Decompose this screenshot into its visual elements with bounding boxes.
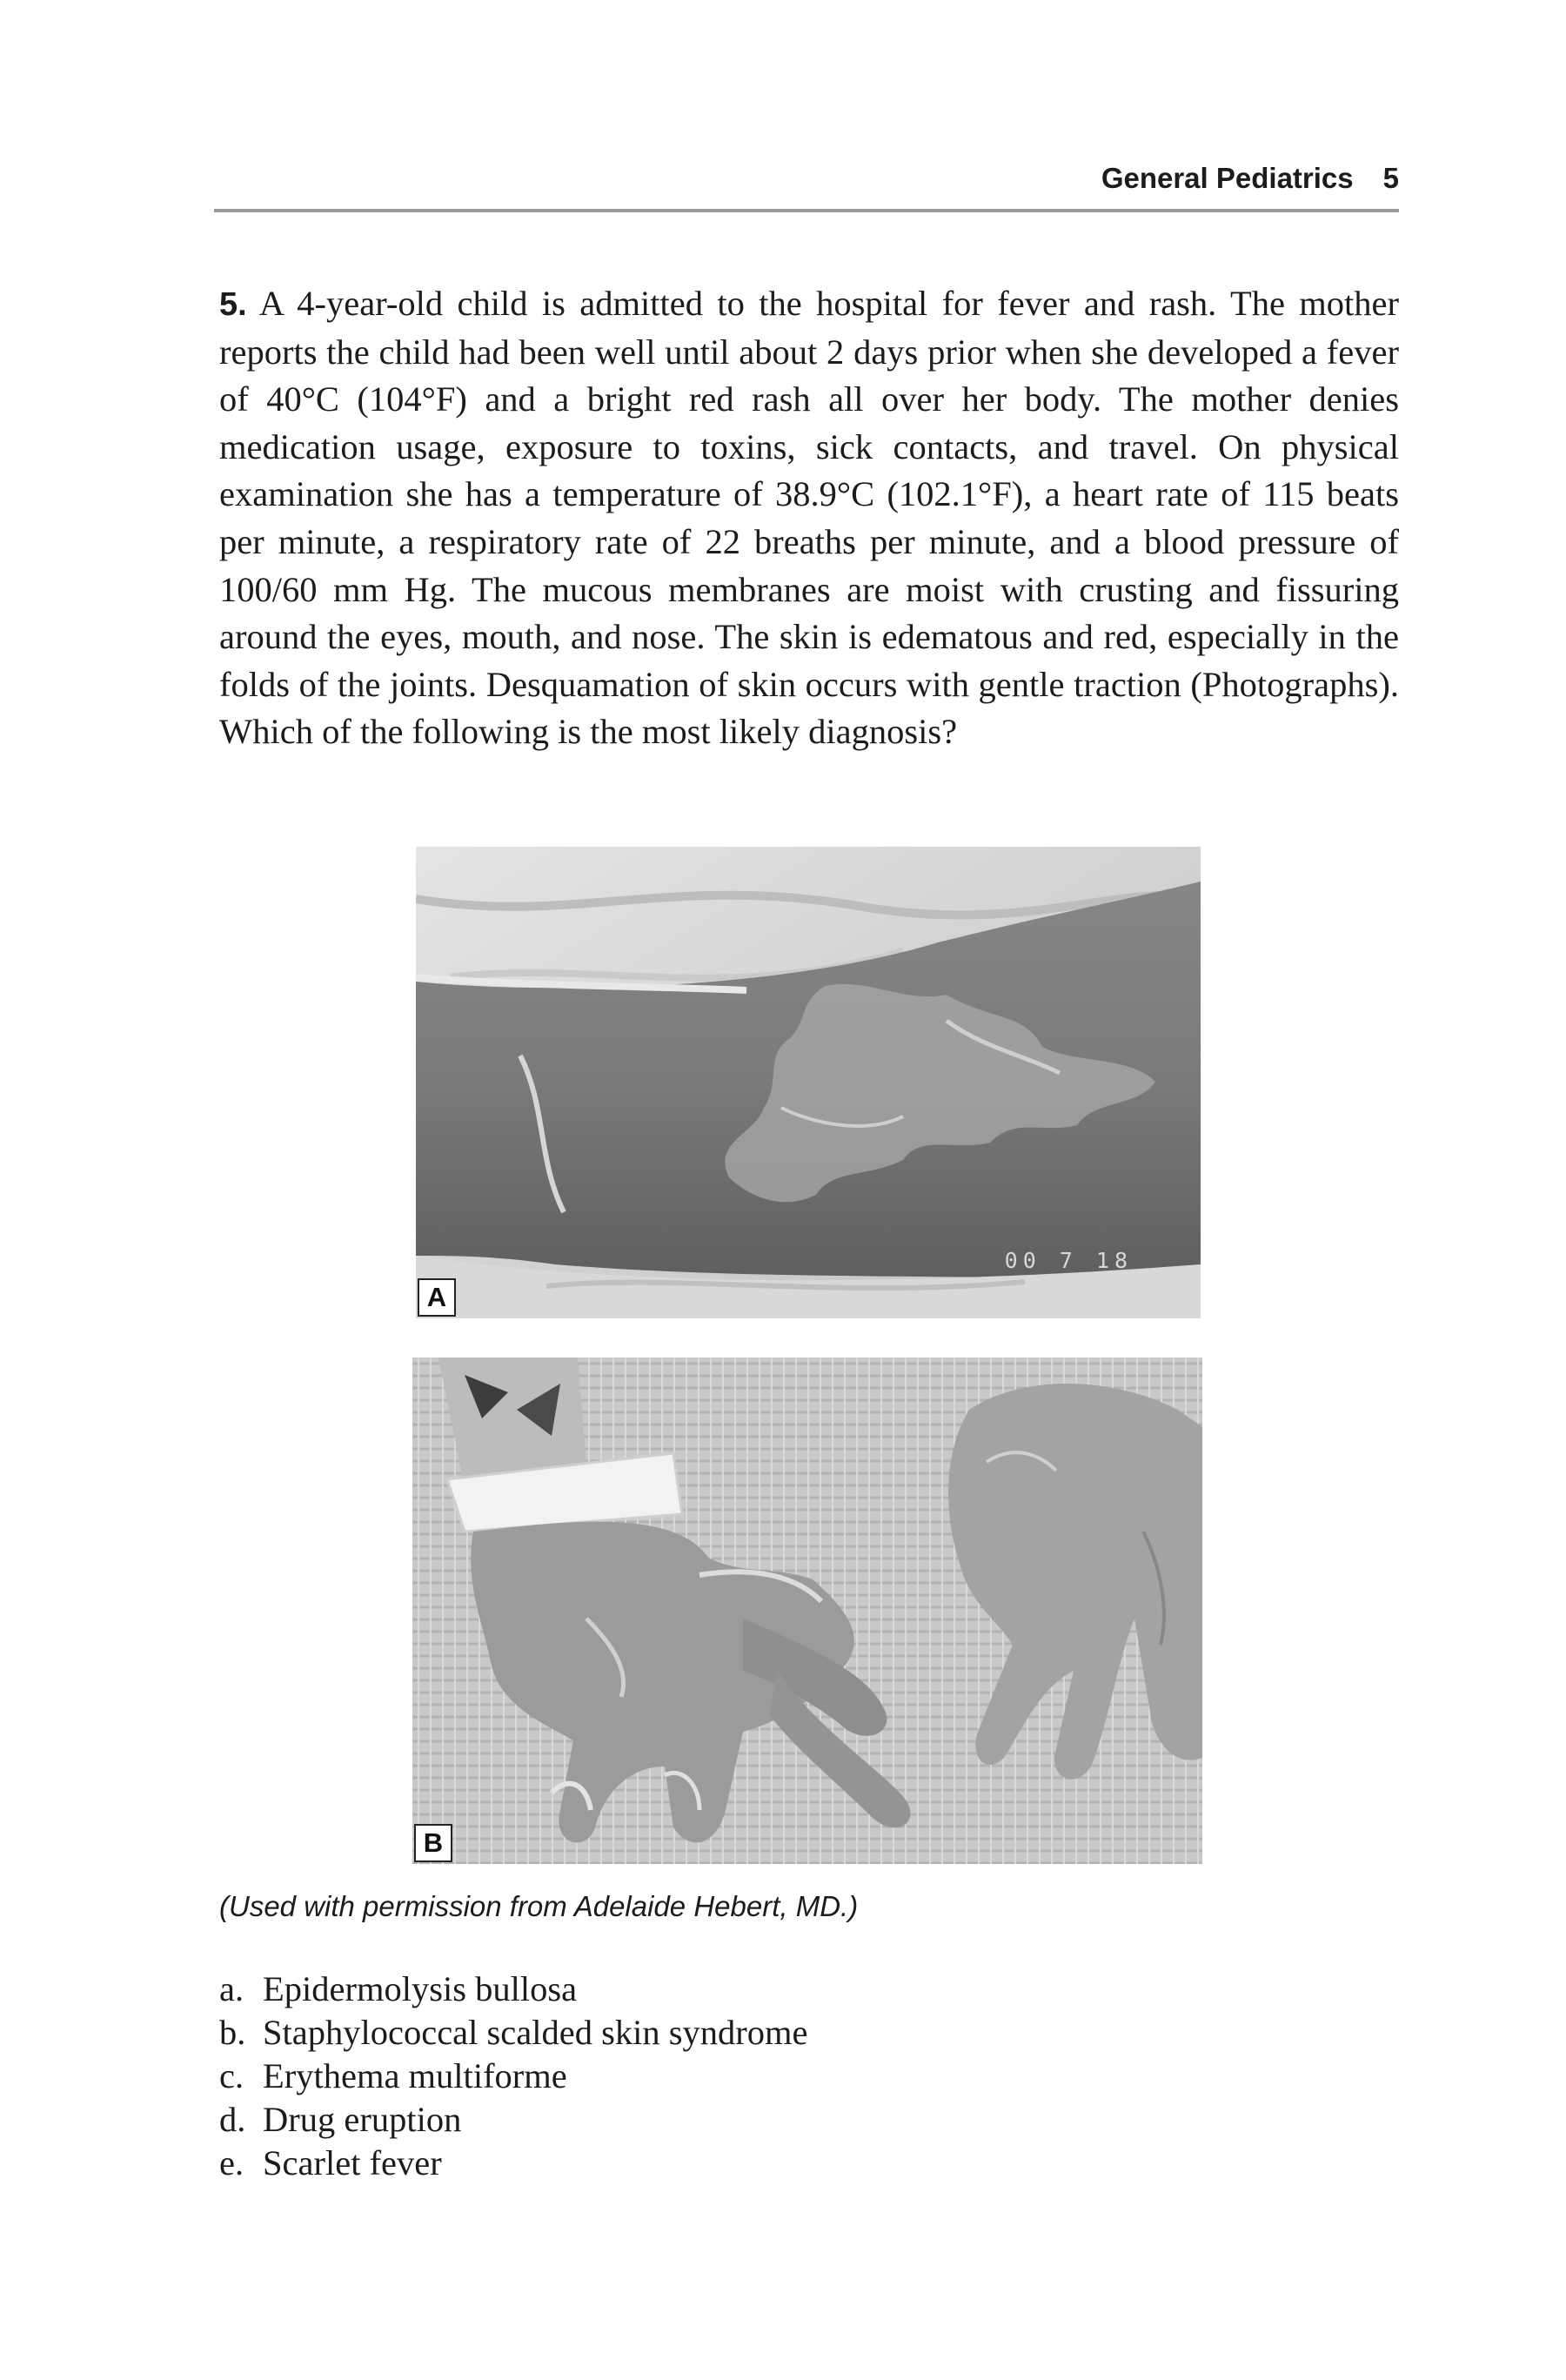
option-text: Drug eruption	[263, 2100, 462, 2139]
answer-options	[219, 1968, 807, 2185]
panel-label-a: A	[418, 1278, 456, 1317]
answer-option	[219, 2098, 807, 2142]
panel-label-b: B	[414, 1824, 452, 1862]
photo-date-stamp: 00 7 18	[1004, 1248, 1133, 1273]
running-head	[214, 162, 1399, 207]
option-letter: b.	[219, 2013, 246, 2052]
section-title: General Pediatrics	[1101, 162, 1354, 194]
answer-option	[219, 2142, 807, 2185]
question-number: 5.	[219, 286, 247, 323]
question-stem: A 4-year-old child is admitted to the hospital for fever and rash. The mother reports the child had been well until about 2 days prior when she developed a fever of 40°C (104°F) and a bright red rash all over her body. The mother denies medication usage, exposure to toxins, sick contacts, and travel. On physical examination she has a temperature of 38.9°C (102.1°F), a heart rate of 115 beats per minute, a respiratory rate of 22 breaths per minute, and a blood pressure of 100/60 mm Hg. The mucous membranes are moist with crusting and fissuring around the eyes, mouth, and nose. The skin is edematous and red, especially in the folds of the joints. Desquamation of skin occurs with gentle traction (Photographs). Which of the following is the most likely diagnosis?	[219, 284, 1400, 752]
option-letter: c.	[219, 2056, 244, 2095]
figure-caption: (Used with permission from Adelaide Hebert, MD.)	[219, 1890, 859, 1922]
option-text: Erythema multiforme	[263, 2056, 567, 2095]
option-text: Staphylococcal scalded skin syndrome	[263, 2013, 808, 2052]
header-rule	[214, 209, 1399, 212]
page-number: 5	[1382, 162, 1399, 194]
option-letter: d.	[219, 2100, 246, 2139]
photo-b-hands-desquamation	[412, 1358, 1202, 1864]
answer-option	[219, 2011, 807, 2055]
answer-option	[219, 1968, 807, 2011]
option-letter: a.	[219, 1969, 244, 2008]
answer-option	[219, 2055, 807, 2098]
option-text: Epidermolysis bullosa	[263, 1969, 578, 2008]
photo-a-forearm-desquamation	[416, 847, 1201, 1318]
option-letter: e.	[219, 2143, 244, 2182]
question-block	[219, 280, 1399, 756]
option-text: Scarlet fever	[263, 2143, 442, 2182]
hands-photo-graphic	[412, 1358, 1202, 1864]
